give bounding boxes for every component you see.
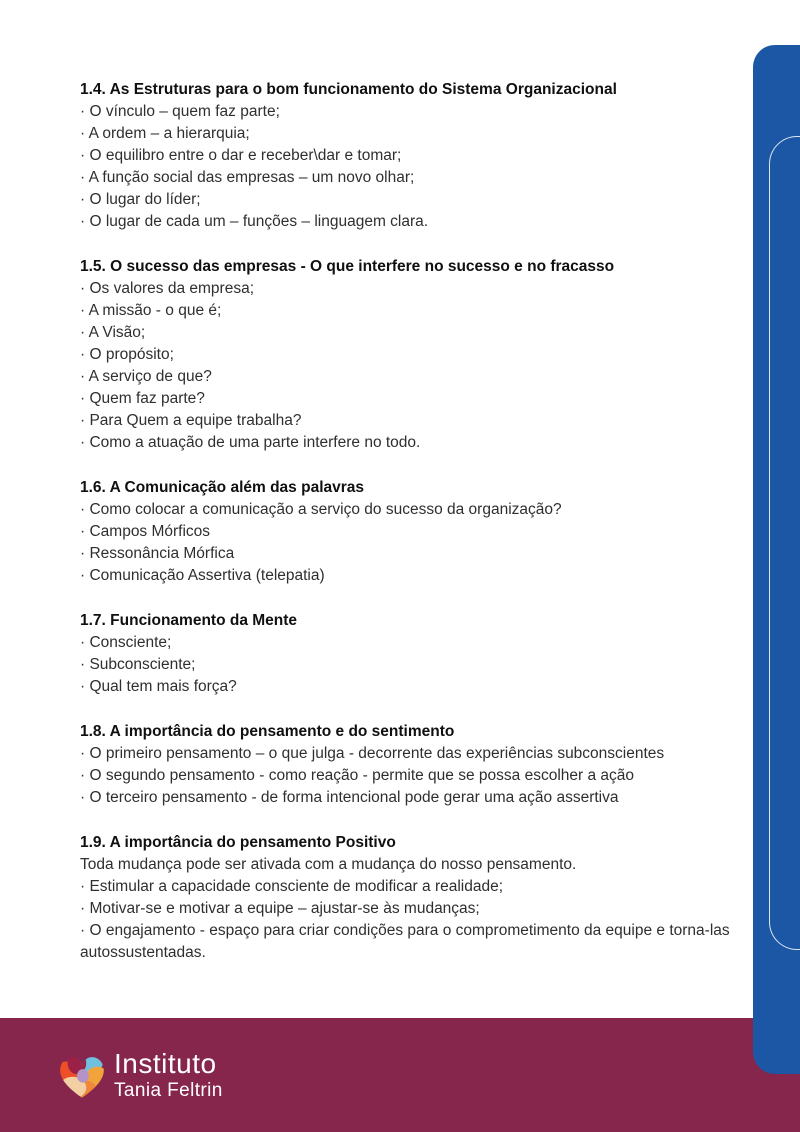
list-item: · O terceiro pensamento - de forma intencional pode gerar uma ação assertiva bbox=[80, 789, 619, 806]
paragraph: Toda mudança pode ser ativada com a mudança do nosso pensamento. bbox=[80, 856, 577, 873]
heart-petals-logo-icon bbox=[55, 1046, 109, 1104]
brand-name: Instituto bbox=[114, 1047, 217, 1079]
list-item: · O engajamento - espaço para criar condições para o comprometimento da equipe e torna-las autossustentadas. bbox=[80, 922, 730, 961]
list-item: · Motivar-se e motivar a equipe – ajustar-se às mudanças; bbox=[80, 900, 480, 917]
list-item: · O primeiro pensamento – o que julga - decorrente das experiências subconscientes bbox=[80, 745, 665, 762]
section-title: 1.7. Funcionamento da Mente bbox=[80, 612, 298, 629]
list-item: · Estimular a capacidade consciente de modificar a realidade; bbox=[80, 878, 504, 895]
list-item: · Qual tem mais força? bbox=[80, 678, 237, 695]
footer bbox=[0, 1018, 800, 1132]
list-item: · A serviço de que? bbox=[80, 368, 212, 385]
side-accent-outline bbox=[769, 136, 800, 950]
institute-logo-text bbox=[114, 1049, 223, 1102]
section-title: 1.5. O sucesso das empresas - O que interfere no sucesso e no fracasso bbox=[80, 258, 615, 275]
institute-logo bbox=[55, 1046, 223, 1104]
section-title: 1.9. A importância do pensamento Positivo bbox=[80, 834, 396, 851]
list-item: · O propósito; bbox=[80, 346, 174, 363]
list-item: · O equilibro entre o dar e receber\dar e tomar; bbox=[80, 147, 402, 164]
list-item: · Como colocar a comunicação a serviço do sucesso da organização? bbox=[80, 501, 562, 518]
list-item: · Como a atuação de uma parte interfere no todo. bbox=[80, 434, 421, 451]
list-item: · Os valores da empresa; bbox=[80, 280, 255, 297]
section-1-7 bbox=[80, 610, 738, 698]
section-1-9 bbox=[80, 832, 738, 964]
list-item: · O lugar do líder; bbox=[80, 191, 201, 208]
list-item: · O segundo pensamento - como reação - permite que se possa escolher a ação bbox=[80, 767, 635, 784]
list-item: · A função social das empresas – um novo olhar; bbox=[80, 169, 415, 186]
section-1-8 bbox=[80, 721, 738, 809]
list-item: · O lugar de cada um – funções – linguagem clara. bbox=[80, 213, 429, 230]
list-item: · Subconsciente; bbox=[80, 656, 196, 673]
section-1-6 bbox=[80, 477, 738, 587]
list-item: · O vínculo – quem faz parte; bbox=[80, 103, 280, 120]
section-title: 1.6. A Comunicação além das palavras bbox=[80, 479, 365, 496]
section-1-5 bbox=[80, 256, 738, 454]
section-1-4 bbox=[80, 79, 738, 233]
section-title: 1.8. A importância do pensamento e do sentimento bbox=[80, 723, 455, 740]
list-item: · A missão - o que é; bbox=[80, 302, 222, 319]
brand-subtitle: Tania Feltrin bbox=[114, 1079, 223, 1101]
list-item: · Quem faz parte? bbox=[80, 390, 205, 407]
list-item: · A Visão; bbox=[80, 324, 146, 341]
list-item: · Comunicação Assertiva (telepatia) bbox=[80, 567, 325, 584]
list-item: · Ressonância Mórfica bbox=[80, 545, 235, 562]
list-item: · A ordem – a hierarquia; bbox=[80, 125, 250, 142]
list-item: · Campos Mórficos bbox=[80, 523, 211, 540]
list-item: · Para Quem a equipe trabalha? bbox=[80, 412, 302, 429]
course-outline-content bbox=[80, 79, 738, 987]
list-item: · Consciente; bbox=[80, 634, 172, 651]
section-title: 1.4. As Estruturas para o bom funcionamento do Sistema Organizacional bbox=[80, 81, 617, 98]
